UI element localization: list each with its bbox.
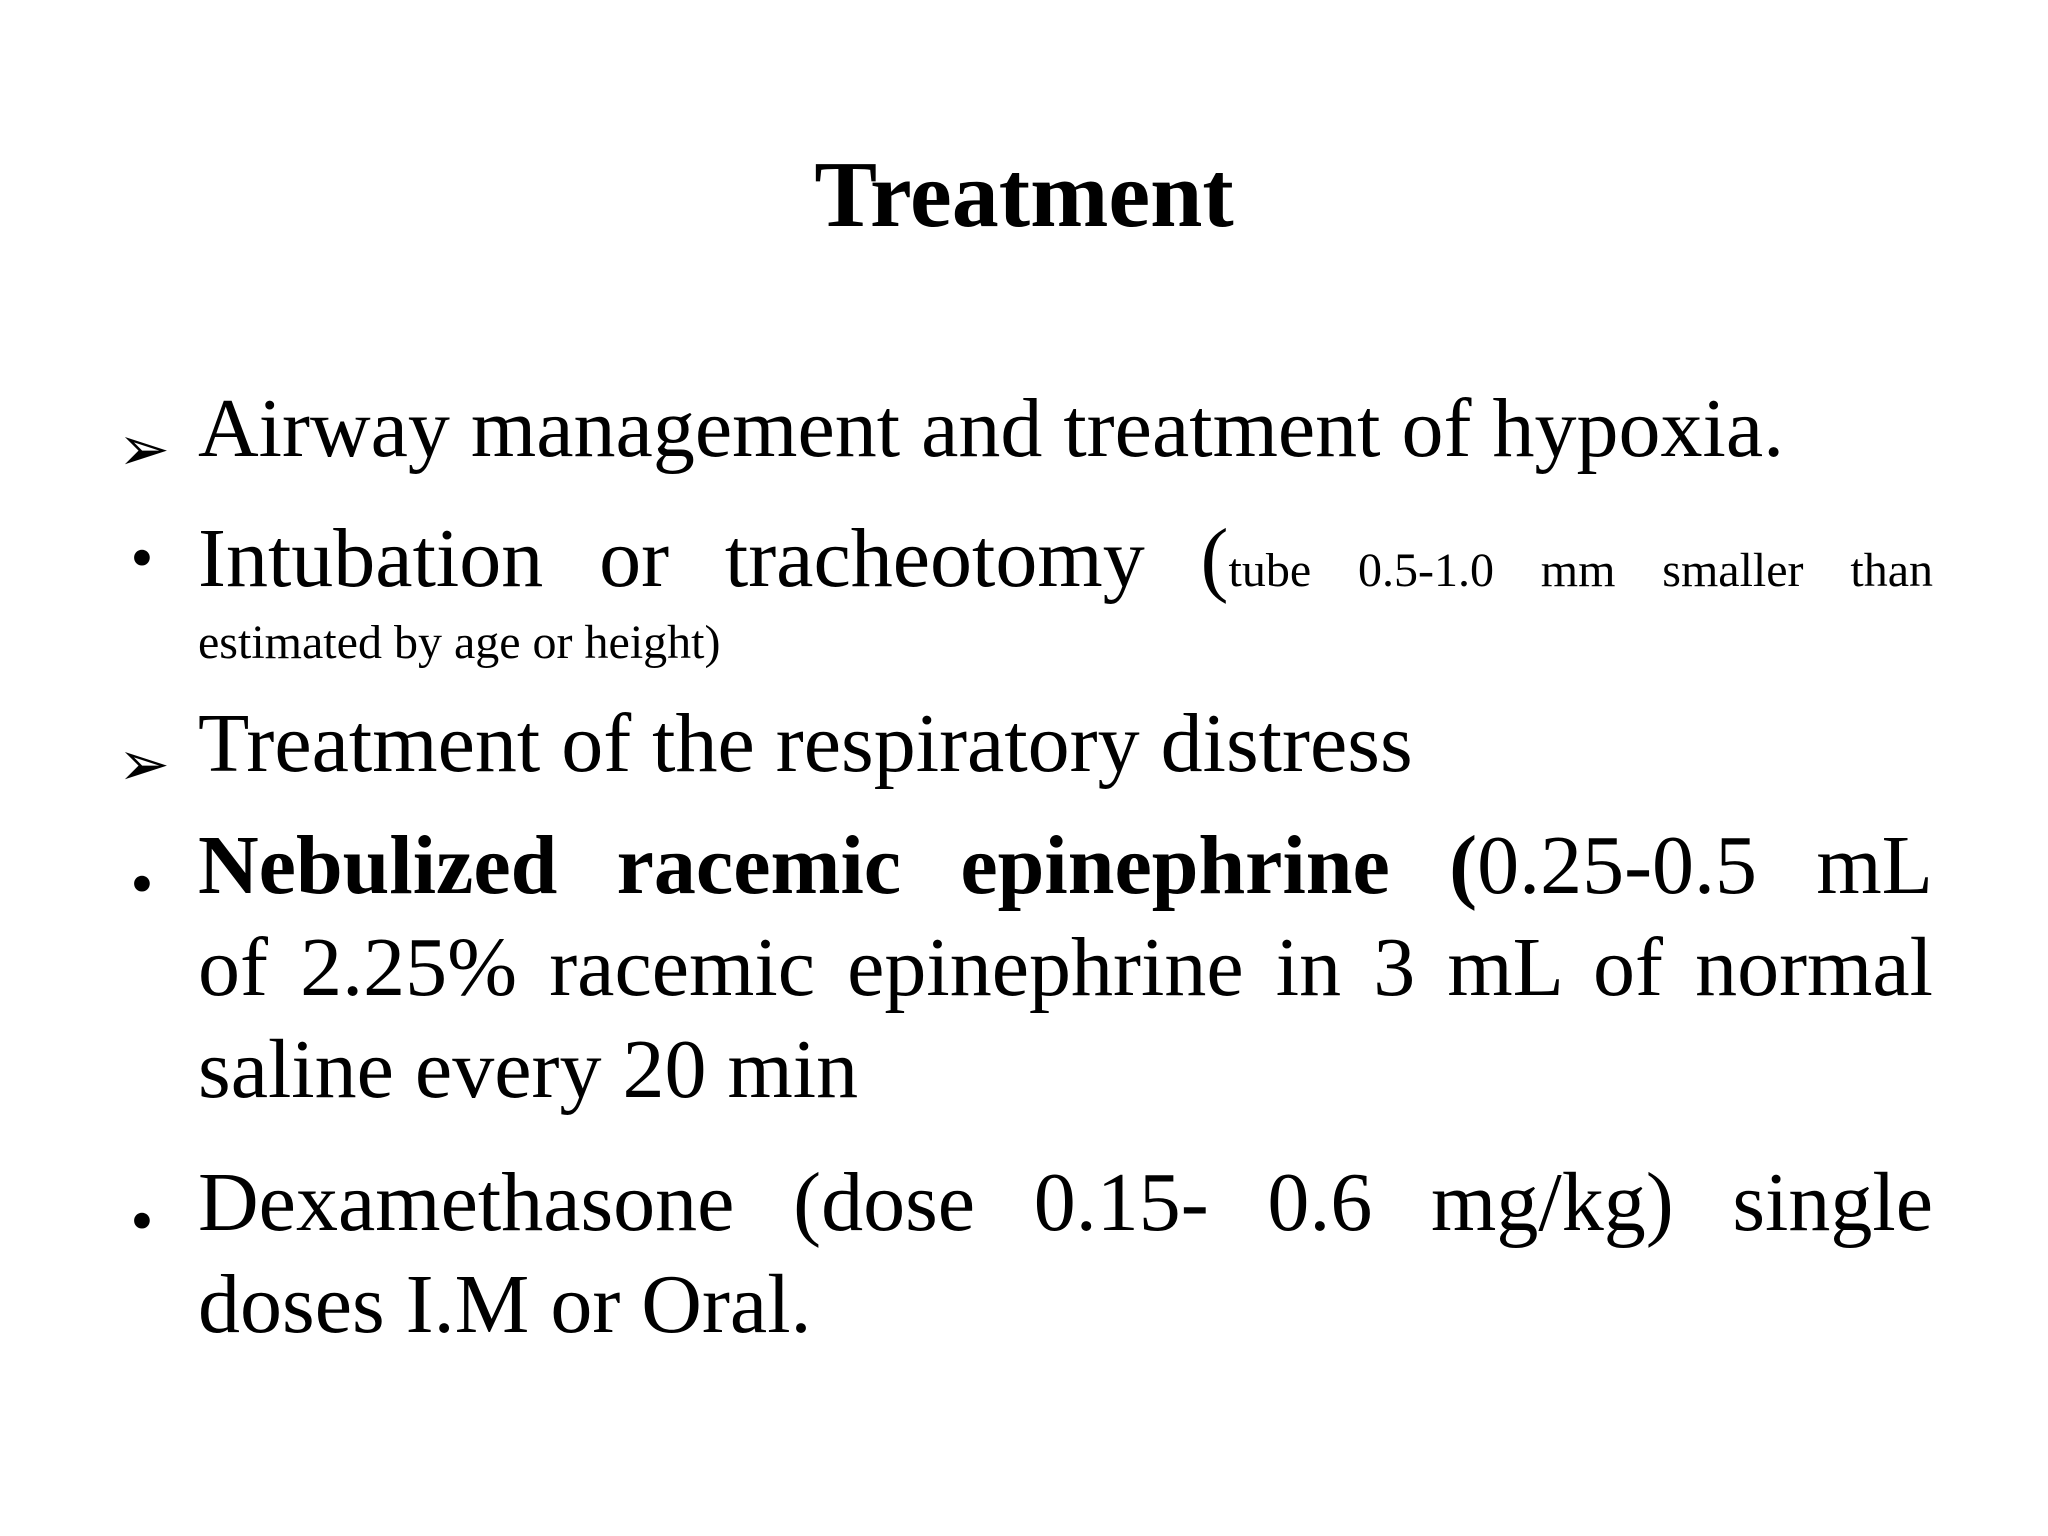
list-item-dexamethasone	[126, 1152, 1933, 1356]
item-text-line3: saline every 20 min	[198, 1023, 859, 1116]
item-text-line1: Dexamethasone (dose 0.15- 0.6 mg/kg) single	[198, 1156, 1933, 1249]
dot-bullet-icon: •	[126, 528, 158, 591]
item-note-text: tube 0.5-1.0 mm smaller than	[1228, 544, 1934, 597]
list-item-respiratory	[118, 693, 1933, 800]
slide-title: Treatment	[814, 143, 1234, 247]
item-note-text-line2: estimated by age or height)	[198, 616, 721, 669]
arrow-bullet-icon: ➢	[118, 727, 170, 800]
item-text: Airway management and treatment of hypoxia.	[198, 382, 1785, 475]
item-lead-text: Intubation or tracheotomy (	[198, 512, 1229, 605]
item-dose-text: 0.25-0.5 mL	[1477, 819, 1933, 912]
list-item-epinephrine	[126, 815, 1933, 1121]
dot-bullet-icon: •	[126, 854, 158, 917]
list-item-airway	[118, 378, 1933, 485]
item-text-line2: of 2.25% racemic epinephrine in 3 mL of normal	[198, 921, 1933, 1014]
item-text-line2: doses I.M or Oral.	[198, 1258, 812, 1351]
arrow-bullet-icon: ➢	[118, 412, 170, 485]
item-bold-lead: Nebulized racemic epinephrine (	[198, 819, 1478, 912]
list-item-intubation	[126, 508, 1934, 676]
item-text: Treatment of the respiratory distress	[198, 697, 1413, 790]
dot-bullet-icon: •	[126, 1191, 158, 1254]
